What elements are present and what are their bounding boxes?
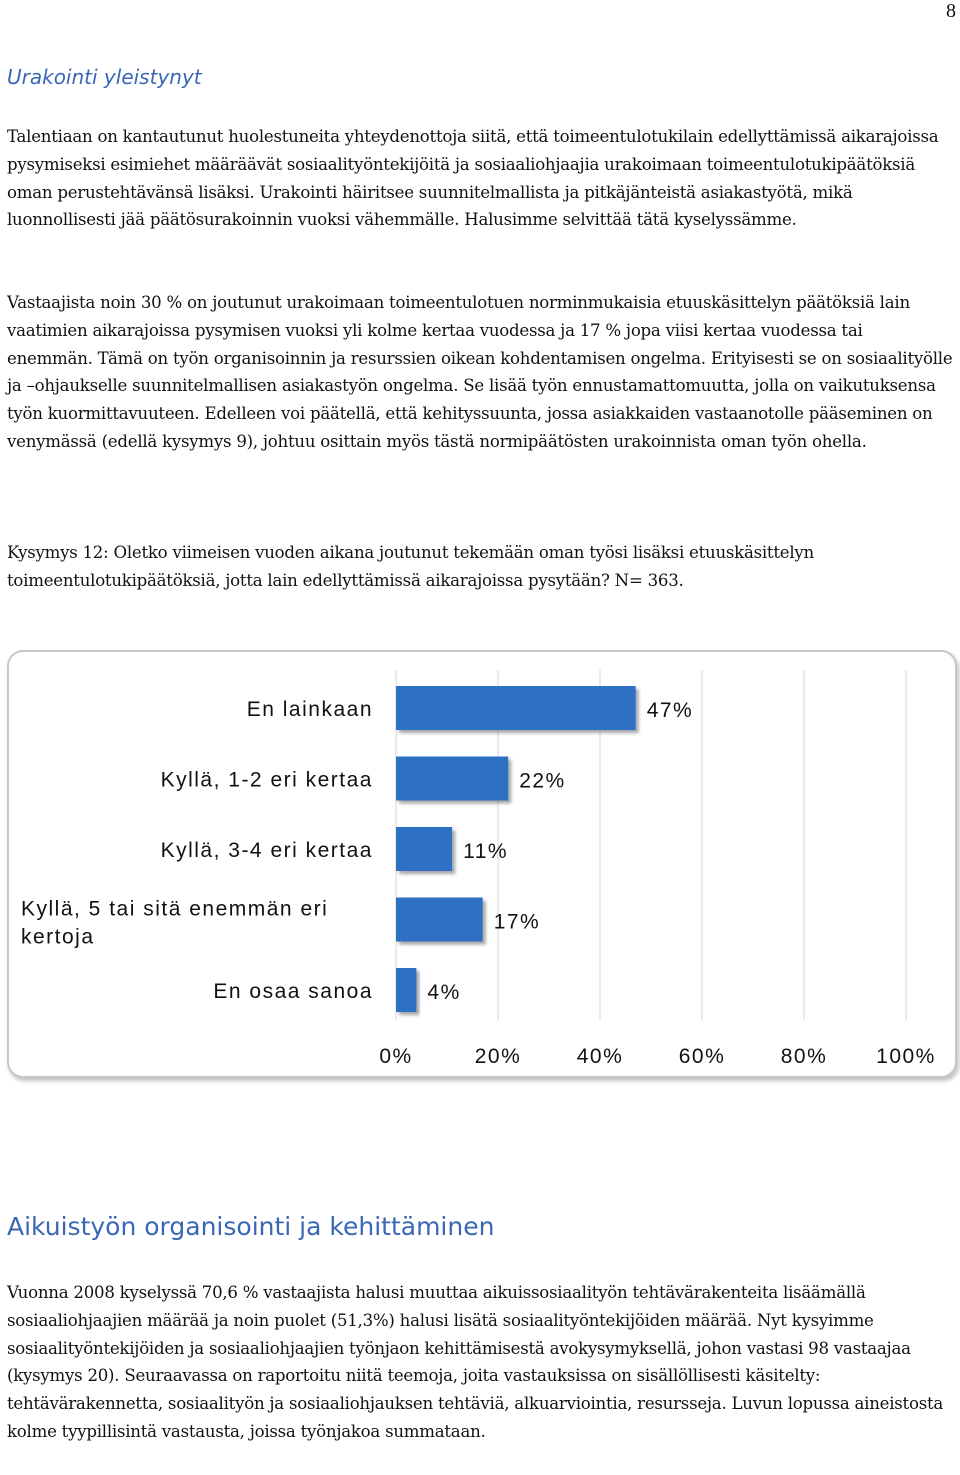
paragraph-intro: Talentiaan on kantautunut huolestuneita yhteydenottoja siitä, että toimeentulotukilain edellyttämissä aikarajoissa pysymiseksi esimiehet määräävät sosiaalityöntekijöitä ja sosiaaliohjaajia urakoimaan toimeentulotukipäätöksiä oman perustehtävänsä lisäksi. Urakointi häiritsee suunnitelmallista ja pitkäjänteistä asiakastyötä, mikä luonnollisesti jää päätösurakoinnin vuoksi vähemmälle. Halusimme selvittää tätä kyselyssämme. <box>7 127 939 230</box>
tick-label: 0% <box>379 1045 413 1068</box>
bar <box>396 968 416 1012</box>
category-label: kertoja <box>21 925 95 949</box>
tick-label: 60% <box>678 1045 726 1068</box>
tick-label: 40% <box>576 1045 624 1068</box>
category-label: En lainkaan <box>246 698 373 721</box>
category-label: Kyllä, 3-4 eri kertaa <box>160 839 373 862</box>
category-label: Kyllä, 5 tai sitä enemmän eri <box>21 897 329 921</box>
value-label: 11% <box>463 840 509 863</box>
paragraph-aikuistyo: Vuonna 2008 kyselyssä 70,6 % vastaajista halusi muuttaa aikuissosiaalityön tehtävärakenteita lisäämällä sosiaaliohjaajien määrää ja noin puolet (51,3%) halusi lisätä sosiaalityöntekijöiden määrää. Nyt kysyimme sosiaalityöntekijöiden ja sosiaaliohjaajien työnjaon kehittämisestä avokysymyksellä, johon vastasi 98 vastaajaa (kysymys 20). Seuraavassa on raportoitu niitä teemoja, joita vastauksissa on sisällöllisesti käsitelty: tehtävärakennetta, sosiaalityön ja sosiaaliohjauksen tehtäviä, alkuarviointia, resursseja. Luvun lopussa aineistosta kolme tyypillisintä vastausta, joissa työnjakoa summataan. <box>7 1283 944 1441</box>
bar <box>396 757 508 801</box>
category-label: En osaa sanoa <box>213 980 373 1003</box>
bar-chart-canvas <box>9 652 955 1076</box>
bar <box>396 898 483 942</box>
bar <box>396 827 452 871</box>
bar-chart <box>7 650 957 1078</box>
bar <box>396 686 636 730</box>
section-heading-urakointi: Urakointi yleistynyt <box>7 65 202 89</box>
tick-label: 80% <box>780 1045 828 1068</box>
value-label: 4% <box>427 981 461 1004</box>
category-label: Kyllä, 1-2 eri kertaa <box>160 768 373 792</box>
tick-label: 100% <box>876 1045 936 1068</box>
page-number: 8 <box>946 0 956 22</box>
value-label: 17% <box>493 910 541 934</box>
section-heading-aikuistyo: Aikuistyön organisointi ja kehittäminen <box>7 1212 495 1241</box>
value-label: 47% <box>646 699 694 722</box>
value-label: 22% <box>519 769 566 793</box>
paragraph-findings: Vastaajista noin 30 % on joutunut urakoimaan toimeentulotuen norminmukaisia etuuskäsittelyn päätöksiä lain vaatimien aikarajoissa pysymisen vuoksi yli kolme kertaa vuodessa ja 17 % jopa viisi kertaa vuodessa tai enemmän. Tämä on työn organisoinnin ja resurssien oikean kohdentamisen ongelma. Erityisesti se on sosiaalityölle ja –ohjaukselle suunnitelmallisen asiakastyön ongelma. Se lisää työn ennustamattomuutta, jolla on vaikutuksensa työn kuormittavuuteen. Edelleen voi päätellä, että kehityssuunta, jossa asiakkaiden vastaanotolle pääseminen on venymässä (edellä kysymys 9), johtuu osittain myös tästä normipäätösten urakoinnista oman työn ohella. <box>7 293 953 451</box>
tick-label: 20% <box>474 1045 522 1068</box>
paragraph-question: Kysymys 12: Oletko viimeisen vuoden aikana joutunut tekemään oman työsi lisäksi etuuskäsittelyn toimeentulotukipäätöksiä, jotta lain edellyttämissä aikarajoissa pysytään? N= 363. <box>7 543 814 590</box>
